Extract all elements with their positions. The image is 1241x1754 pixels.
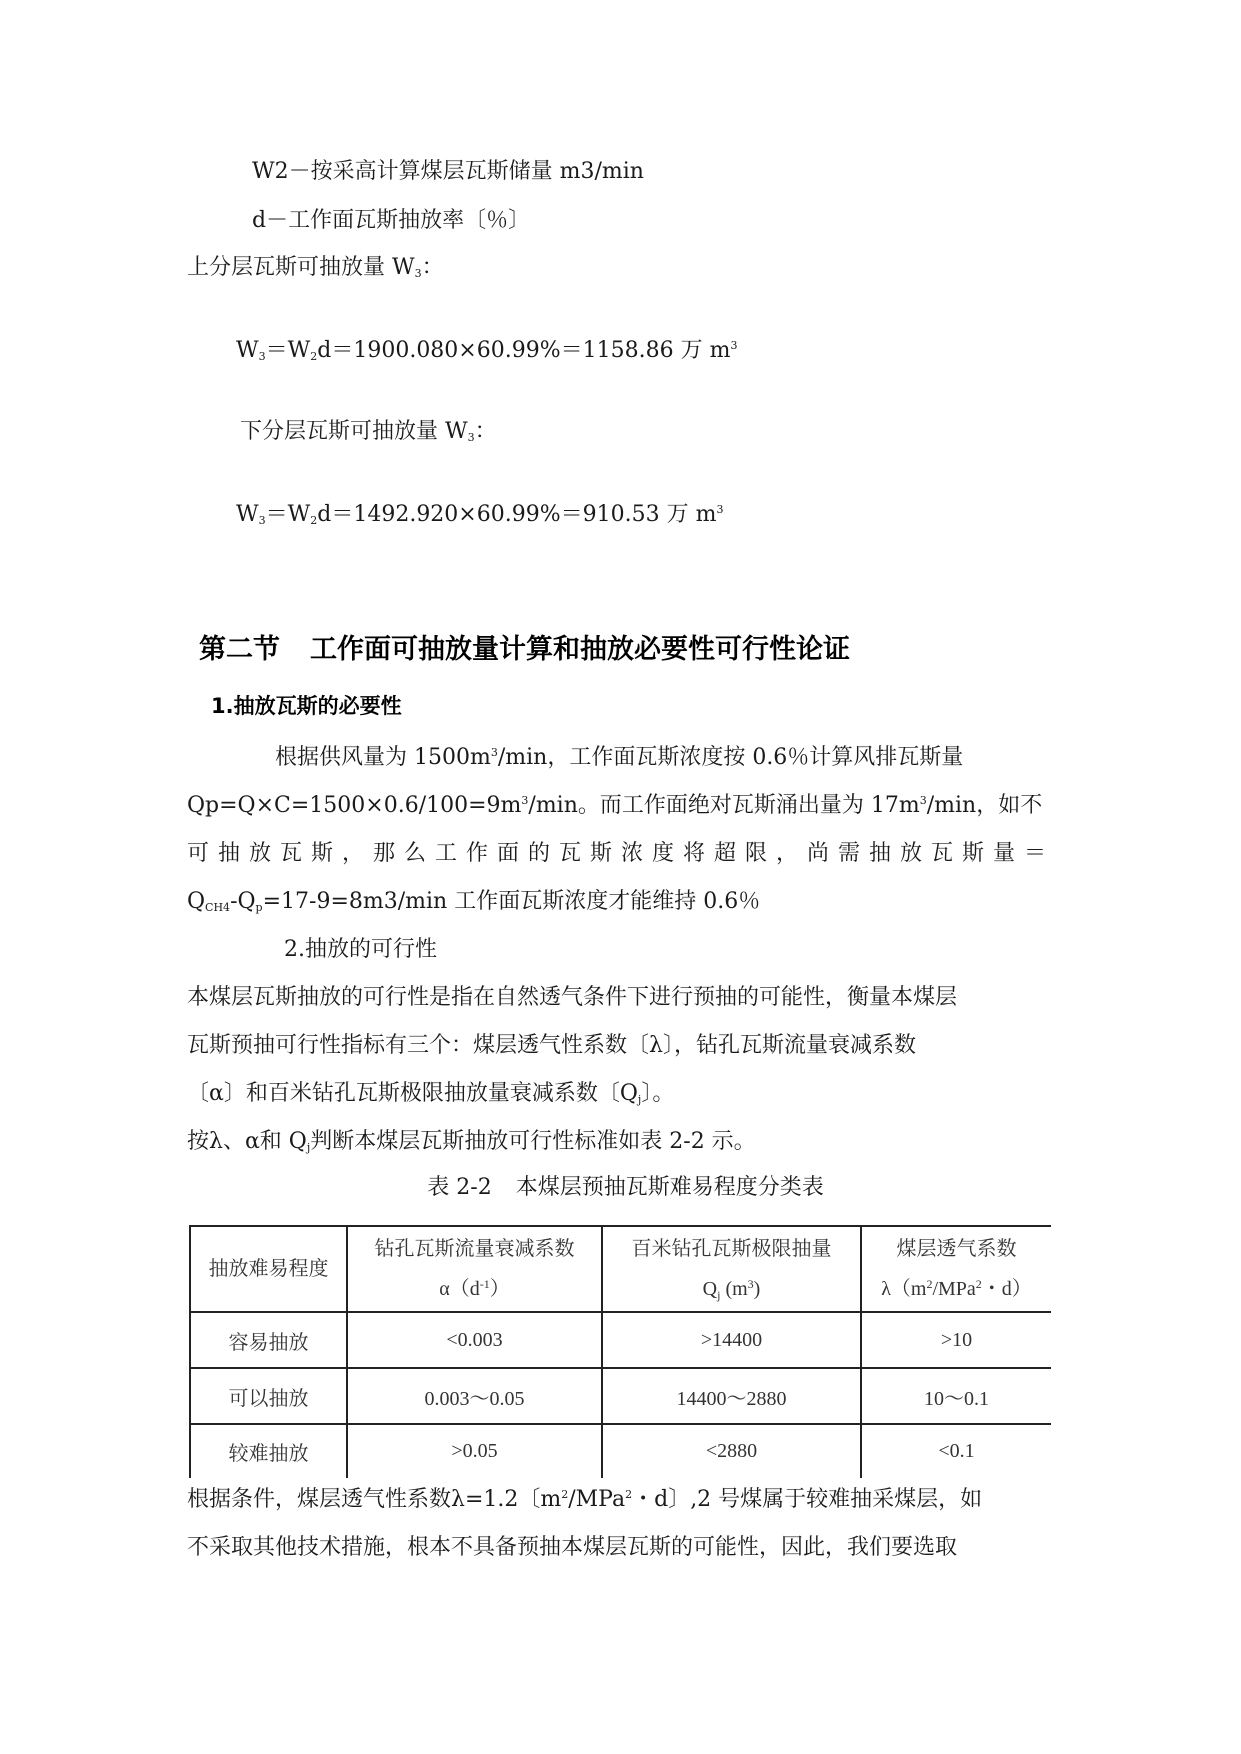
- text: /MPa: [932, 1278, 976, 1300]
- superscript: 2: [926, 1277, 933, 1291]
- section-heading: [199, 632, 850, 668]
- table-caption-number: 表 2-2: [427, 1175, 492, 1200]
- header-unit: [862, 1269, 1051, 1309]
- paragraph-2-line-4: [187, 1127, 756, 1157]
- formula-eq: ＝W: [265, 502, 311, 527]
- table-row: [190, 1312, 1051, 1368]
- text: /MPa: [568, 1487, 626, 1512]
- text: α（d: [439, 1278, 480, 1300]
- superscript: 2: [625, 1488, 633, 1501]
- table-cell: <0.003: [347, 1312, 602, 1368]
- formula-w-subscript: 2: [310, 514, 318, 527]
- superscript: 2: [561, 1488, 569, 1501]
- formula-lhs-subscript: 3: [258, 514, 266, 527]
- formula-unit-superscript: 3: [716, 503, 724, 516]
- table-cell: <2880: [602, 1424, 861, 1478]
- formula-lhs: W: [236, 502, 259, 527]
- section-number: 第二节: [199, 634, 280, 665]
- upper-layer-label: [187, 253, 444, 283]
- formula-rest: d＝1900.080×60.99%＝1158.86 万 m: [317, 338, 731, 363]
- header-cell-alpha: [347, 1226, 602, 1312]
- formula-lhs: W: [236, 338, 259, 363]
- table-cell: >0.05: [347, 1424, 602, 1478]
- superscript: 3: [747, 1277, 754, 1291]
- header-cell-qj: [602, 1226, 861, 1312]
- paragraph-1-line-1: [275, 743, 963, 773]
- subscript: CH4: [205, 901, 231, 914]
- formula-w-subscript: 2: [310, 350, 318, 363]
- classification-table: [189, 1225, 1051, 1478]
- header-text: 抽放难易程度: [208, 1258, 329, 1280]
- text: =17-9=8m3/min 工作面瓦斯浓度才能维持 0.6％: [262, 889, 761, 914]
- text: Q: [187, 889, 206, 914]
- text: ）: [489, 1278, 510, 1300]
- text: /min，如不: [926, 793, 1043, 818]
- subscript: j: [306, 1141, 311, 1154]
- table-cell: 容易抽放: [190, 1312, 347, 1368]
- text: ・d）: [981, 1278, 1032, 1300]
- table-cell: 较难抽放: [190, 1424, 347, 1478]
- lower-layer-label: [240, 417, 497, 447]
- conclusion-line-1: [187, 1485, 982, 1515]
- header-unit: [603, 1269, 860, 1309]
- superscript: 2: [975, 1277, 982, 1291]
- label-subscript: 3: [467, 431, 475, 444]
- paragraph-1-line-4: [187, 887, 760, 917]
- definition-d: d－工作面瓦斯抽放率〔％〕: [252, 208, 531, 233]
- text: Qp=Q×C=1500×0.6/100=9m: [187, 793, 522, 818]
- label-suffix: ：: [474, 419, 497, 444]
- table-cell: >14400: [602, 1312, 861, 1368]
- superscript: -1: [479, 1277, 490, 1291]
- table-caption-title: 本煤层预抽瓦斯难易程度分类表: [515, 1175, 824, 1200]
- table-cell: 10～0.1: [861, 1368, 1051, 1424]
- text: 根据供风量为 1500m: [275, 745, 491, 770]
- text: -Q: [230, 889, 256, 914]
- subsection-2-heading: 2.抽放的可行性: [284, 937, 437, 962]
- superscript: 3: [521, 794, 529, 807]
- paragraph-2-line-1: 本煤层瓦斯抽放的可行性是指在自然透气条件下进行预抽的可能性，衡量本煤层: [187, 985, 958, 1010]
- table-header-row: [190, 1226, 1051, 1312]
- table-row: [190, 1424, 1051, 1478]
- text: ・d〕,2 号煤属于较难抽采煤层，如: [632, 1487, 983, 1512]
- formula-rest: d＝1492.920×60.99%＝910.53 万 m: [317, 502, 717, 527]
- subscript: j: [637, 1093, 642, 1106]
- label-suffix: ：: [421, 255, 444, 280]
- text: /min，工作面瓦斯浓度按 0.6％计算风排瓦斯量: [497, 745, 964, 770]
- paragraph-2-line-3: [187, 1079, 674, 1109]
- table-cell: <0.1: [861, 1424, 1051, 1478]
- text: 〔α〕和百米钻孔瓦斯极限抽放量衰减系数〔Q: [187, 1081, 638, 1106]
- text: (m: [720, 1278, 748, 1300]
- text: 判断本煤层瓦斯抽放可行性标准如表 2-2 示。: [310, 1129, 756, 1154]
- subsection-1-heading: 1.抽放瓦斯的必要性: [211, 694, 402, 718]
- paragraph-1-line-3: 可抽放瓦斯，那么工作面的瓦斯浓度将超限，尚需抽放瓦斯量＝: [187, 841, 1056, 866]
- formula-eq: ＝W: [265, 338, 311, 363]
- subscript: j: [717, 1288, 721, 1302]
- table-caption: [0, 1173, 1241, 1203]
- formula-lhs-subscript: 3: [258, 350, 266, 363]
- label-subscript: 3: [414, 267, 422, 280]
- definition-w2: W2－按采高计算煤层瓦斯储量 m3/min: [252, 159, 644, 184]
- formula-unit-superscript: 3: [730, 339, 738, 352]
- header-text: 煤层透气系数: [896, 1238, 1017, 1260]
- header-cell-difficulty: [190, 1226, 347, 1312]
- header-text: 百米钻孔瓦斯极限抽量: [631, 1238, 832, 1260]
- text: /min。而工作面绝对瓦斯涌出量为 17m: [528, 793, 920, 818]
- text: 按λ、α和 Q: [187, 1129, 307, 1154]
- paragraph-2-line-2: 瓦斯预抽可行性指标有三个：煤层透气性系数〔λ〕，钻孔瓦斯流量衰减系数: [187, 1033, 916, 1058]
- lower-layer-formula: [236, 500, 723, 530]
- table-cell: 14400～2880: [602, 1368, 861, 1424]
- table-cell: >10: [861, 1312, 1051, 1368]
- header-unit: [348, 1269, 601, 1309]
- label-text: 下分层瓦斯可抽放量 W: [240, 419, 468, 444]
- text: λ（m: [881, 1278, 927, 1300]
- superscript: 3: [490, 746, 498, 759]
- text: Q: [702, 1278, 718, 1300]
- label-text: 上分层瓦斯可抽放量 W: [187, 255, 415, 280]
- conclusion-line-2: 不采取其他技术措施，根本不具备预抽本煤层瓦斯的可能性，因此，我们要选取: [187, 1535, 958, 1560]
- subscript: p: [255, 901, 263, 914]
- text: ): [753, 1278, 761, 1300]
- header-text: 钻孔瓦斯流量衰减系数: [374, 1238, 575, 1260]
- text: 〕。: [641, 1081, 675, 1106]
- paragraph-1-line-2: [187, 791, 1042, 821]
- upper-layer-formula: [236, 336, 737, 366]
- table-row: [190, 1368, 1051, 1424]
- table-cell: 可以抽放: [190, 1368, 347, 1424]
- text: 根据条件，煤层透气性系数λ=1.2〔m: [187, 1487, 562, 1512]
- superscript: 3: [919, 794, 927, 807]
- table-cell: 0.003～0.05: [347, 1368, 602, 1424]
- header-cell-lambda: [861, 1226, 1051, 1312]
- section-title: 工作面可抽放量计算和抽放必要性可行性论证: [310, 634, 850, 665]
